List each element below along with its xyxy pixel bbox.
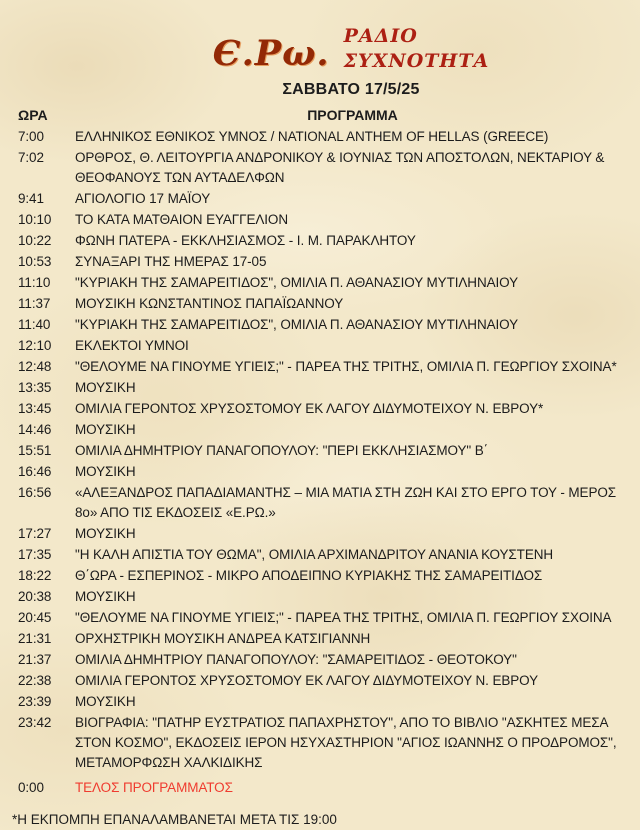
schedule-program: ΜΟΥΣΙΚΗ: [75, 422, 136, 437]
schedule-program: ΟΜΙΛΙΑ ΓΕΡΟΝΤΟΣ ΧΡΥΣΟΣΤΟΜΟΥ ΕΚ ΛΑΓΟΥ ΔΙΔΥΜΟΤΕΙΧΟΥ Ν. ΕΒΡΟΥ: [75, 673, 539, 688]
schedule-row: [18, 671, 630, 691]
schedule-row: [18, 127, 630, 147]
schedule-row: [18, 608, 630, 628]
schedule-list: [18, 127, 630, 798]
schedule-program: "ΘΕΛΟΥΜΕ ΝΑ ΓΙΝΟΥΜΕ ΥΓΙΕΙΣ;" - ΠΑΡΕΑ ΤΗΣ ΤΡΙΤΗΣ, ΟΜΙΛΙΑ Π. ΓΕΩΡΓΙΟΥ ΣΧΟΙΝΑ: [75, 610, 612, 625]
schedule-row: [18, 483, 630, 523]
schedule-time: 17:35: [18, 547, 52, 562]
station-name: [344, 24, 490, 74]
schedule-row: [18, 524, 630, 544]
station-name-line2: ΣΥΧΝΟΤΗΤΑ: [343, 50, 490, 72]
schedule-time: 9:41: [18, 191, 44, 206]
schedule-time: 11:40: [18, 317, 51, 332]
schedule-program: ΤΟ ΚΑΤΑ ΜΑΤΘΑΙΟΝ ΕΥΑΓΓΕΛΙΟΝ: [75, 212, 288, 227]
schedule-row: [18, 294, 630, 314]
schedule-program: ΑΓΙΟΛΟΓΙΟ 17 ΜΑΪΟΥ: [75, 191, 211, 206]
column-header-program: ΠΡΟΓΡΑΜΜΑ: [307, 107, 398, 123]
schedule-row: [18, 210, 630, 230]
schedule-row: [18, 441, 630, 461]
schedule-program: ΒΙΟΓΡΑΦΙΑ: "ΠΑΤΗΡ ΕΥΣΤΡΑΤΙΟΣ ΠΑΠΑΧΡΗΣΤΟΥ", ΑΠΟ ΤΟ ΒΙΒΛΙΟ "ΑΣΚΗΤΕΣ ΜΕΣΑ ΣΤΟΝ ΚΟΣΜΟ", ΕΚΔΟΣΕΙΣ ΙΕΡΟΝ ΗΣΥΧΑΣΤΗΡΙΟΝ "ΑΓΙΟΣ ΙΩΑΝΝΗΣ Ο ΠΡΟΔΡΟΜΟΣ", ΜΕΤΑΜΟΡΦΩΣΗ ΧΑΛΚΙΔΙΚΗΣ: [75, 715, 617, 770]
schedule-time: 11:10: [18, 275, 51, 290]
schedule-time: 17:27: [18, 526, 52, 541]
schedule-row: [18, 189, 630, 209]
schedule-program: ΟΜΙΛΙΑ ΔΗΜΗΤΡΙΟΥ ΠΑΝΑΓΟΠΟΥΛΟΥ: "ΣΑΜΑΡΕΙΤΙΔΟΣ - ΘΕΟΤΟΚΟΥ": [75, 652, 517, 667]
schedule-row: [18, 566, 630, 586]
schedule-row: [18, 587, 630, 607]
schedule-row: [18, 378, 630, 398]
schedule-program: ΜΟΥΣΙΚΗ: [75, 526, 136, 541]
schedule-program: "Η ΚΑΛΗ ΑΠΙΣΤΙΑ ΤΟΥ ΘΩΜΑ", ΟΜΙΛΙΑ ΑΡΧΙΜΑΝΔΡΙΤΟΥ ΑΝΑΝΙΑ ΚΟΥΣΤΕΝΗ: [75, 547, 554, 562]
schedule-time: 10:22: [18, 233, 52, 248]
schedule-row: [18, 273, 630, 293]
schedule-time: 16:46: [18, 464, 52, 479]
schedule-time: 23:42: [18, 715, 52, 730]
schedule-program: ΜΟΥΣΙΚΗ: [75, 380, 136, 395]
schedule-time: 13:35: [18, 380, 52, 395]
schedule-program: ΣΥΝΑΞΑΡΙ ΤΗΣ ΗΜΕΡΑΣ 17-05: [75, 254, 267, 269]
schedule-time: 23:39: [18, 694, 52, 709]
schedule-time: 12:48: [18, 359, 52, 374]
schedule-program: "ΘΕΛΟΥΜΕ ΝΑ ΓΙΝΟΥΜΕ ΥΓΙΕΙΣ;" - ΠΑΡΕΑ ΤΗΣ ΤΡΙΤΗΣ, ΟΜΙΛΙΑ Π. ΓΕΩΡΓΙΟΥ ΣΧΟΙΝΑ*: [75, 359, 617, 374]
footer-note: *Η ΕΚΠΟΜΠΗ ΕΠΑΝΑΛΑΜΒΑΝΕΤΑΙ ΜΕΤΑ ΤΙΣ 19:00: [12, 812, 337, 827]
schedule-program: "ΚΥΡΙΑΚΗ ΤΗΣ ΣΑΜΑΡΕΙΤΙΔΟΣ", ΟΜΙΛΙΑ Π. ΑΘΑΝΑΣΙΟΥ ΜΥΤΙΛΗΝΑΙΟΥ: [75, 275, 519, 290]
schedule-program: «ΑΛΕΞΑΝΔΡΟΣ ΠΑΠΑΔΙΑΜΑΝΤΗΣ – ΜΙΑ ΜΑΤΙΑ ΣΤΗ ΖΩΗ ΚΑΙ ΣΤΟ ΕΡΓΟ ΤΟΥ - ΜΕΡΟΣ 8ο» ΑΠΟ ΤΙΣ ΕΚΔΟΣΕΙΣ «Ε.ΡΩ.»: [75, 485, 616, 520]
schedule-time: 21:37: [18, 652, 52, 667]
schedule-program: ΦΩΝΗ ΠΑΤΕΡΑ - ΕΚΚΛΗΣΙΑΣΜΟΣ - Ι. Μ. ΠΑΡΑΚΛΗΤΟΥ: [75, 233, 416, 248]
schedule-time: 21:31: [18, 631, 52, 646]
schedule-row: [18, 462, 630, 482]
schedule-row: [18, 336, 630, 356]
schedule-row: [18, 629, 630, 649]
schedule-time: 11:37: [18, 296, 51, 311]
schedule-program: ΕΚΛΕΚΤΟΙ ΥΜΝΟΙ: [75, 338, 189, 353]
schedule-program: ΟΜΙΛΙΑ ΔΗΜΗΤΡΙΟΥ ΠΑΝΑΓΟΠΟΥΛΟΥ: "ΠΕΡΙ ΕΚΚΛΗΣΙΑΣΜΟΥ" Β΄: [75, 443, 489, 458]
schedule-time: 20:45: [18, 610, 52, 625]
schedule-time: 16:56: [18, 485, 52, 500]
schedule-row: [18, 357, 630, 377]
station-name-line1: ΡΑΔΙΟ: [343, 25, 418, 47]
schedule-row: [18, 315, 630, 335]
schedule-program: ΟΡΘΡΟΣ, Θ. ΛΕΙΤΟΥΡΓΙΑ ΑΝΔΡΟΝΙΚΟΥ & ΙΟΥΝΙΑΣ ΤΩΝ ΑΠΟΣΤΟΛΩΝ, ΝΕΚΤΑΡΙΟΥ & ΘΕΟΦΑΝΟΥΣ ΤΩΝ ΑΥΤΑΔΕΛΦΩΝ: [75, 150, 605, 185]
schedule-row: [18, 545, 630, 565]
schedule-time: 20:38: [18, 589, 52, 604]
schedule-time: 15:51: [18, 443, 52, 458]
schedule-program: ΕΛΛΗΝΙΚΟΣ ΕΘΝΙΚΟΣ ΥΜΝΟΣ / NATIONAL ANTHEM OF HELLAS (GREECE): [75, 129, 549, 144]
schedule-time: 14:46: [18, 422, 52, 437]
table-header: [18, 105, 630, 125]
header: [72, 24, 630, 99]
station-logo: Є.Ρω.: [212, 32, 330, 74]
logo-row: [72, 24, 630, 74]
schedule-date: ΣΑΒΒΑΤΟ 17/5/25: [282, 81, 420, 98]
schedule-program: ΟΜΙΛΙΑ ΓΕΡΟΝΤΟΣ ΧΡΥΣΟΣΤΟΜΟΥ ΕΚ ΛΑΓΟΥ ΔΙΔΥΜΟΤΕΙΧΟΥ Ν. ΕΒΡΟΥ*: [75, 401, 544, 416]
schedule-row: [18, 399, 630, 419]
schedule-program: ΜΟΥΣΙΚΗ: [75, 464, 136, 479]
schedule-row: [18, 420, 630, 440]
schedule-program: ΜΟΥΣΙΚΗ: [75, 694, 136, 709]
schedule-row: [18, 650, 630, 670]
schedule-row: [18, 252, 630, 272]
schedule-row: [18, 713, 630, 773]
schedule-time: 10:53: [18, 254, 52, 269]
schedule-row: [18, 148, 630, 188]
schedule-program: ΜΟΥΣΙΚΗ: [75, 589, 136, 604]
schedule-time: 7:02: [18, 150, 44, 165]
schedule-row: [18, 231, 630, 251]
schedule-row: [18, 692, 630, 712]
schedule-program: "ΚΥΡΙΑΚΗ ΤΗΣ ΣΑΜΑΡΕΙΤΙΔΟΣ", ΟΜΙΛΙΑ Π. ΑΘΑΝΑΣΙΟΥ ΜΥΤΙΛΗΝΑΙΟΥ: [75, 317, 519, 332]
schedule-program: Θ΄ΩΡΑ - ΕΣΠΕΡΙΝΟΣ - ΜΙΚΡΟ ΑΠΟΔΕΙΠΝΟ ΚΥΡΙΑΚΗΣ ΤΗΣ ΣΑΜΑΡΕΙΤΙΔΟΣ: [75, 568, 543, 583]
schedule-program: ΤΕΛΟΣ ΠΡΟΓΡΑΜΜΑΤΟΣ: [75, 780, 233, 795]
schedule-program: ΟΡΧΗΣΤΡΙΚΗ ΜΟΥΣΙΚΗ ΑΝΔΡΕΑ ΚΑΤΣΙΓΙΑΝΝΗ: [75, 631, 371, 646]
schedule-time: 13:45: [18, 401, 52, 416]
schedule-time: 18:22: [18, 568, 52, 583]
schedule-time: 12:10: [18, 338, 52, 353]
schedule-time: 7:00: [18, 129, 44, 144]
schedule-time: 10:10: [18, 212, 52, 227]
schedule-program: ΜΟΥΣΙΚΗ ΚΩΝΣΤΑΝΤΙΝΟΣ ΠΑΠΑΪΩΑΝΝΟΥ: [75, 296, 344, 311]
schedule-row: [18, 778, 630, 798]
schedule-time: 22:38: [18, 673, 52, 688]
column-header-time: ΩΡΑ: [18, 107, 48, 123]
schedule-time: 0:00: [18, 780, 44, 795]
